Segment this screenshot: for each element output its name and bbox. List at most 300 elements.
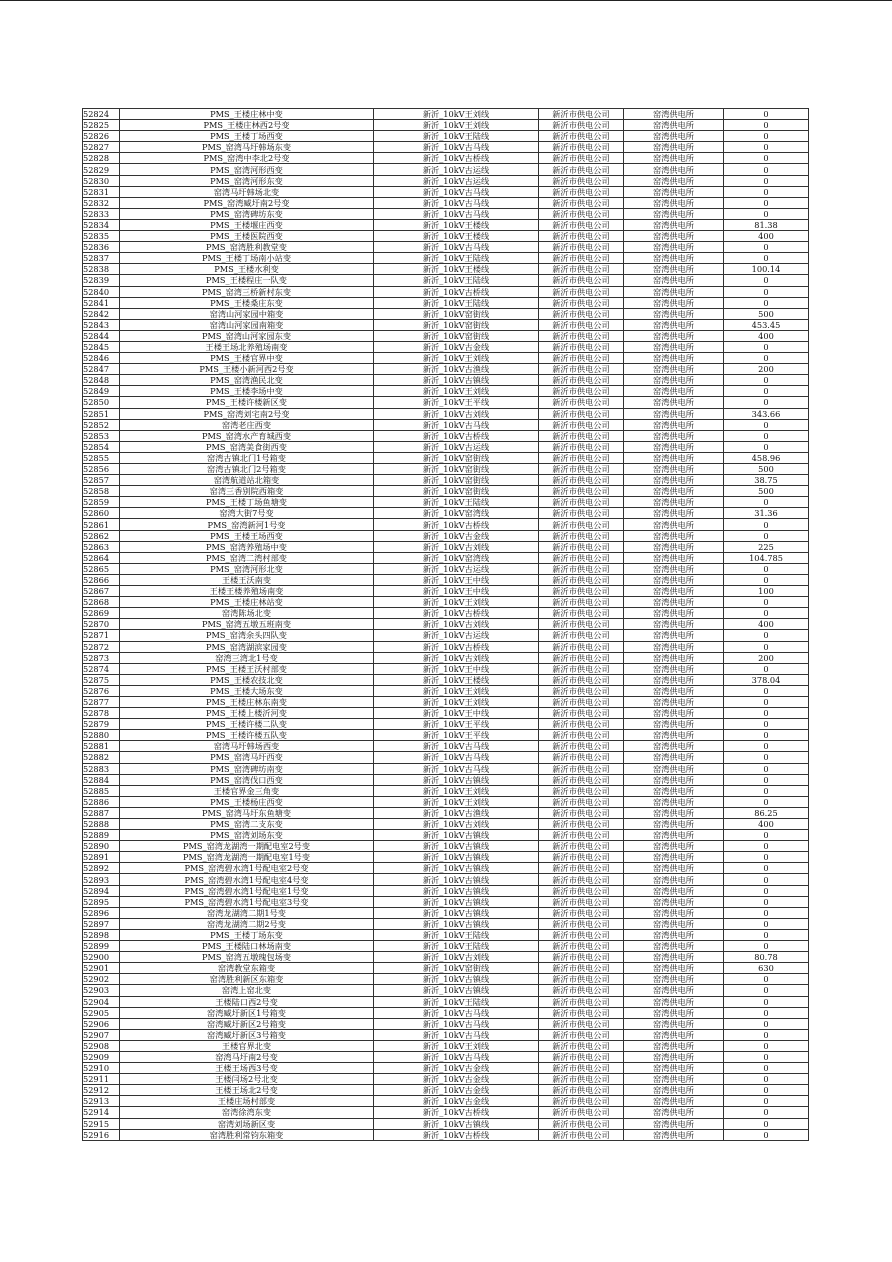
feeder-line-cell: 新沂_10kV窑湾线 bbox=[374, 508, 539, 519]
transformer-name-cell: PMS_窑湾马圩韩场东变 bbox=[120, 142, 374, 153]
company-cell: 新沂市供电公司 bbox=[539, 1040, 624, 1051]
feeder-line-cell: 新沂_10kV古桥线 bbox=[374, 153, 539, 164]
station-cell: 窑湾供电所 bbox=[624, 375, 724, 386]
table-row bbox=[83, 253, 809, 264]
station-cell: 窑湾供电所 bbox=[624, 586, 724, 597]
table-row bbox=[83, 574, 809, 585]
station-cell: 窑湾供电所 bbox=[624, 208, 724, 219]
company-cell: 新沂市供电公司 bbox=[539, 807, 624, 818]
table-row bbox=[83, 364, 809, 375]
transformer-name-cell: 窑湾山河家园南箱变 bbox=[120, 319, 374, 330]
feeder-line-cell: 新沂_10kV古镇线 bbox=[374, 974, 539, 985]
row-id-cell: 52910 bbox=[83, 1063, 120, 1074]
transformer-name-cell: PMS_窑湾二湾村部变 bbox=[120, 552, 374, 563]
row-id-cell: 52895 bbox=[83, 896, 120, 907]
feeder-line-cell: 新沂_10kV古镇线 bbox=[374, 863, 539, 874]
feeder-line-cell: 新沂_10kV古金线 bbox=[374, 1074, 539, 1085]
table-row bbox=[83, 896, 809, 907]
station-cell: 窑湾供电所 bbox=[624, 286, 724, 297]
table-row bbox=[83, 519, 809, 530]
company-cell: 新沂市供电公司 bbox=[539, 1096, 624, 1107]
row-id-cell: 52870 bbox=[83, 619, 120, 630]
station-cell: 窑湾供电所 bbox=[624, 330, 724, 341]
transformer-name-cell: 窑湾马圩南2号变 bbox=[120, 1051, 374, 1062]
row-id-cell: 52886 bbox=[83, 796, 120, 807]
table-row bbox=[83, 186, 809, 197]
company-cell: 新沂市供电公司 bbox=[539, 1063, 624, 1074]
transformer-name-cell: 窑湾臧圩新区3号箱变 bbox=[120, 1029, 374, 1040]
feeder-line-cell: 新沂_10kV窑湾线 bbox=[374, 552, 539, 563]
value-cell: 0 bbox=[724, 852, 809, 863]
station-cell: 窑湾供电所 bbox=[624, 574, 724, 585]
value-cell: 31.36 bbox=[724, 508, 809, 519]
station-cell: 窑湾供电所 bbox=[624, 1029, 724, 1040]
feeder-line-cell: 新沂_10kV古镇线 bbox=[374, 985, 539, 996]
transformer-name-cell: PMS_王楼堰庄西变 bbox=[120, 219, 374, 230]
transformer-name-cell: PMS_王楼程庄一队变 bbox=[120, 275, 374, 286]
company-cell: 新沂市供电公司 bbox=[539, 242, 624, 253]
table-row bbox=[83, 708, 809, 719]
transformer-name-cell: PMS_王楼陆口林场南变 bbox=[120, 941, 374, 952]
feeder-line-cell: 新沂_10kV王楼线 bbox=[374, 264, 539, 275]
value-cell: 0 bbox=[724, 785, 809, 796]
table-row bbox=[83, 696, 809, 707]
row-id-cell: 52883 bbox=[83, 763, 120, 774]
transformer-name-cell: PMS_窑湾碧水湾1号配电室4号变 bbox=[120, 874, 374, 885]
feeder-line-cell: 新沂_10kV古镇线 bbox=[374, 375, 539, 386]
value-cell: 0 bbox=[724, 708, 809, 719]
company-cell: 新沂市供电公司 bbox=[539, 253, 624, 264]
feeder-line-cell: 新沂_10kV王陆线 bbox=[374, 131, 539, 142]
row-id-cell: 52878 bbox=[83, 708, 120, 719]
transformer-name-cell: PMS_窑湾碑坊南变 bbox=[120, 763, 374, 774]
station-cell: 窑湾供电所 bbox=[624, 430, 724, 441]
station-cell: 窑湾供电所 bbox=[624, 319, 724, 330]
row-id-cell: 52864 bbox=[83, 552, 120, 563]
company-cell: 新沂市供电公司 bbox=[539, 730, 624, 741]
value-cell: 0 bbox=[724, 519, 809, 530]
station-cell: 窑湾供电所 bbox=[624, 752, 724, 763]
station-cell: 窑湾供电所 bbox=[624, 120, 724, 131]
company-cell: 新沂市供电公司 bbox=[539, 685, 624, 696]
row-id-cell: 52877 bbox=[83, 696, 120, 707]
page-top-border bbox=[0, 0, 892, 1]
value-cell: 0 bbox=[724, 841, 809, 852]
company-cell: 新沂市供电公司 bbox=[539, 974, 624, 985]
row-id-cell: 52909 bbox=[83, 1051, 120, 1062]
station-cell: 窑湾供电所 bbox=[624, 685, 724, 696]
transformer-name-cell: 窑湾古镇北门2号箱变 bbox=[120, 464, 374, 475]
table-row bbox=[83, 464, 809, 475]
table-row bbox=[83, 142, 809, 153]
feeder-line-cell: 新沂_10kV古桥线 bbox=[374, 608, 539, 619]
feeder-line-cell: 新沂_10kV古马线 bbox=[374, 1007, 539, 1018]
feeder-line-cell: 新沂_10kV古马线 bbox=[374, 242, 539, 253]
table-row bbox=[83, 452, 809, 463]
feeder-line-cell: 新沂_10kV古镇线 bbox=[374, 830, 539, 841]
station-cell: 窑湾供电所 bbox=[624, 652, 724, 663]
value-cell: 0 bbox=[724, 685, 809, 696]
value-cell: 0 bbox=[724, 286, 809, 297]
station-cell: 窑湾供电所 bbox=[624, 153, 724, 164]
table-row bbox=[83, 120, 809, 131]
value-cell: 0 bbox=[724, 885, 809, 896]
value-cell: 0 bbox=[724, 863, 809, 874]
transformer-name-cell: 窑湾臧圩新区2号箱变 bbox=[120, 1018, 374, 1029]
station-cell: 窑湾供电所 bbox=[624, 852, 724, 863]
company-cell: 新沂市供电公司 bbox=[539, 741, 624, 752]
row-id-cell: 52875 bbox=[83, 674, 120, 685]
station-cell: 窑湾供电所 bbox=[624, 641, 724, 652]
station-cell: 窑湾供电所 bbox=[624, 952, 724, 963]
feeder-line-cell: 新沂_10kV古马线 bbox=[374, 142, 539, 153]
company-cell: 新沂市供电公司 bbox=[539, 552, 624, 563]
value-cell: 200 bbox=[724, 364, 809, 375]
company-cell: 新沂市供电公司 bbox=[539, 142, 624, 153]
row-id-cell: 52847 bbox=[83, 364, 120, 375]
station-cell: 窑湾供电所 bbox=[624, 863, 724, 874]
feeder-line-cell: 新沂_10kV王中线 bbox=[374, 574, 539, 585]
table-row bbox=[83, 441, 809, 452]
company-cell: 新沂市供电公司 bbox=[539, 929, 624, 940]
company-cell: 新沂市供电公司 bbox=[539, 1029, 624, 1040]
station-cell: 窑湾供电所 bbox=[624, 175, 724, 186]
company-cell: 新沂市供电公司 bbox=[539, 1007, 624, 1018]
station-cell: 窑湾供电所 bbox=[624, 963, 724, 974]
transformer-name-cell: PMS_窑湾三桥新村东变 bbox=[120, 286, 374, 297]
table-row bbox=[83, 1107, 809, 1118]
station-cell: 窑湾供电所 bbox=[624, 541, 724, 552]
company-cell: 新沂市供电公司 bbox=[539, 397, 624, 408]
feeder-line-cell: 新沂_10kV王刘线 bbox=[374, 597, 539, 608]
company-cell: 新沂市供电公司 bbox=[539, 308, 624, 319]
feeder-line-cell: 新沂_10kV古桥线 bbox=[374, 430, 539, 441]
company-cell: 新沂市供电公司 bbox=[539, 541, 624, 552]
value-cell: 0 bbox=[724, 630, 809, 641]
transformer-name-cell: 窑湾徐湾东变 bbox=[120, 1107, 374, 1118]
table-row bbox=[83, 941, 809, 952]
table-row bbox=[83, 685, 809, 696]
company-cell: 新沂市供电公司 bbox=[539, 719, 624, 730]
feeder-line-cell: 新沂_10kV古镇线 bbox=[374, 1118, 539, 1129]
station-cell: 窑湾供电所 bbox=[624, 197, 724, 208]
value-cell: 0 bbox=[724, 186, 809, 197]
transformer-name-cell: PMS_窑湾河形北变 bbox=[120, 563, 374, 574]
station-cell: 窑湾供电所 bbox=[624, 464, 724, 475]
value-cell: 0 bbox=[724, 497, 809, 508]
feeder-line-cell: 新沂_10kV王平线 bbox=[374, 719, 539, 730]
value-cell: 0 bbox=[724, 696, 809, 707]
transformer-name-cell: 窑湾教堂东箱变 bbox=[120, 963, 374, 974]
value-cell: 0 bbox=[724, 1107, 809, 1118]
row-id-cell: 52905 bbox=[83, 1007, 120, 1018]
feeder-line-cell: 新沂_10kV古运线 bbox=[374, 175, 539, 186]
feeder-line-cell: 新沂_10kV古桥线 bbox=[374, 641, 539, 652]
value-cell: 0 bbox=[724, 1074, 809, 1085]
row-id-cell: 52903 bbox=[83, 985, 120, 996]
row-id-cell: 52853 bbox=[83, 430, 120, 441]
company-cell: 新沂市供电公司 bbox=[539, 452, 624, 463]
company-cell: 新沂市供电公司 bbox=[539, 641, 624, 652]
company-cell: 新沂市供电公司 bbox=[539, 353, 624, 364]
value-cell: 0 bbox=[724, 131, 809, 142]
transformer-name-cell: PMS_窑湾马圩东鱼塘变 bbox=[120, 807, 374, 818]
feeder-line-cell: 新沂_10kV古运线 bbox=[374, 441, 539, 452]
table-row bbox=[83, 386, 809, 397]
feeder-line-cell: 新沂_10kV古桥线 bbox=[374, 1107, 539, 1118]
row-id-cell: 52851 bbox=[83, 408, 120, 419]
transformer-name-cell: 窑湾龙湖湾二期2号变 bbox=[120, 918, 374, 929]
station-cell: 窑湾供电所 bbox=[624, 974, 724, 985]
company-cell: 新沂市供电公司 bbox=[539, 574, 624, 585]
station-cell: 窑湾供电所 bbox=[624, 530, 724, 541]
transformer-name-cell: PMS_王楼桑庄东变 bbox=[120, 297, 374, 308]
row-id-cell: 52908 bbox=[83, 1040, 120, 1051]
transformer-name-cell: PMS_王楼许楼新区变 bbox=[120, 397, 374, 408]
value-cell: 0 bbox=[724, 153, 809, 164]
value-cell: 0 bbox=[724, 386, 809, 397]
row-id-cell: 52837 bbox=[83, 253, 120, 264]
feeder-line-cell: 新沂_10kV古刘线 bbox=[374, 408, 539, 419]
row-id-cell: 52876 bbox=[83, 685, 120, 696]
table-row bbox=[83, 852, 809, 863]
transformer-name-cell: PMS_王楼许楼二队变 bbox=[120, 719, 374, 730]
value-cell: 0 bbox=[724, 896, 809, 907]
value-cell: 0 bbox=[724, 929, 809, 940]
feeder-line-cell: 新沂_10kV王陆线 bbox=[374, 297, 539, 308]
feeder-line-cell: 新沂_10kV古金线 bbox=[374, 1063, 539, 1074]
table-row bbox=[83, 586, 809, 597]
transformer-name-cell: PMS_窑湾余头四队变 bbox=[120, 630, 374, 641]
station-cell: 窑湾供电所 bbox=[624, 563, 724, 574]
value-cell: 0 bbox=[724, 1051, 809, 1062]
company-cell: 新沂市供电公司 bbox=[539, 441, 624, 452]
table-row bbox=[83, 763, 809, 774]
table-row bbox=[83, 985, 809, 996]
row-id-cell: 52865 bbox=[83, 563, 120, 574]
station-cell: 窑湾供电所 bbox=[624, 896, 724, 907]
transformer-name-cell: PMS_王楼丁场西变 bbox=[120, 131, 374, 142]
feeder-line-cell: 新沂_10kV古渔线 bbox=[374, 364, 539, 375]
feeder-line-cell: 新沂_10kV王刘线 bbox=[374, 796, 539, 807]
value-cell: 0 bbox=[724, 109, 809, 120]
station-cell: 窑湾供电所 bbox=[624, 941, 724, 952]
station-cell: 窑湾供电所 bbox=[624, 441, 724, 452]
transformer-name-cell: 窑湾三香别院西箱变 bbox=[120, 486, 374, 497]
value-cell: 400 bbox=[724, 330, 809, 341]
company-cell: 新沂市供电公司 bbox=[539, 386, 624, 397]
transformer-name-cell: 窑湾胜利常钧东箱变 bbox=[120, 1129, 374, 1140]
station-cell: 窑湾供电所 bbox=[624, 674, 724, 685]
value-cell: 0 bbox=[724, 563, 809, 574]
transformer-name-cell: PMS_窑湾马圩西变 bbox=[120, 752, 374, 763]
table-row bbox=[83, 663, 809, 674]
company-cell: 新沂市供电公司 bbox=[539, 918, 624, 929]
value-cell: 104.785 bbox=[724, 552, 809, 563]
table-row bbox=[83, 730, 809, 741]
row-id-cell: 52906 bbox=[83, 1018, 120, 1029]
company-cell: 新沂市供电公司 bbox=[539, 941, 624, 952]
value-cell: 0 bbox=[724, 1029, 809, 1040]
station-cell: 窑湾供电所 bbox=[624, 1074, 724, 1085]
station-cell: 窑湾供电所 bbox=[624, 597, 724, 608]
table-row bbox=[83, 1040, 809, 1051]
feeder-line-cell: 新沂_10kV古刘线 bbox=[374, 652, 539, 663]
station-cell: 窑湾供电所 bbox=[624, 475, 724, 486]
row-id-cell: 52902 bbox=[83, 974, 120, 985]
feeder-line-cell: 新沂_10kV古金线 bbox=[374, 1096, 539, 1107]
transformer-name-cell: PMS_窑湾碧水湾1号配电室1号变 bbox=[120, 885, 374, 896]
table-row bbox=[83, 275, 809, 286]
company-cell: 新沂市供电公司 bbox=[539, 464, 624, 475]
feeder-line-cell: 新沂_10kV王刘线 bbox=[374, 386, 539, 397]
table-row bbox=[83, 752, 809, 763]
feeder-line-cell: 新沂_10kV古金线 bbox=[374, 341, 539, 352]
table-row bbox=[83, 197, 809, 208]
transformer-name-cell: PMS_王楼庄林西2号变 bbox=[120, 120, 374, 131]
transformer-name-cell: PMS_窑湾五墩瑰包场变 bbox=[120, 952, 374, 963]
station-cell: 窑湾供电所 bbox=[624, 719, 724, 730]
feeder-line-cell: 新沂_10kV古金线 bbox=[374, 530, 539, 541]
station-cell: 窑湾供电所 bbox=[624, 874, 724, 885]
company-cell: 新沂市供电公司 bbox=[539, 508, 624, 519]
transformer-name-cell: PMS_窑湾美食街西变 bbox=[120, 441, 374, 452]
station-cell: 窑湾供电所 bbox=[624, 219, 724, 230]
feeder-line-cell: 新沂_10kV王陆线 bbox=[374, 996, 539, 1007]
transformer-name-cell: 王楼陆口西2号变 bbox=[120, 996, 374, 1007]
value-cell: 0 bbox=[724, 353, 809, 364]
transformer-name-cell: 王楼官界金三角变 bbox=[120, 785, 374, 796]
company-cell: 新沂市供电公司 bbox=[539, 286, 624, 297]
value-cell: 0 bbox=[724, 597, 809, 608]
transformer-name-cell: PMS_王楼许楼五队变 bbox=[120, 730, 374, 741]
station-cell: 窑湾供电所 bbox=[624, 929, 724, 940]
feeder-line-cell: 新沂_10kV王平线 bbox=[374, 397, 539, 408]
row-id-cell: 52844 bbox=[83, 330, 120, 341]
row-id-cell: 52834 bbox=[83, 219, 120, 230]
feeder-line-cell: 新沂_10kV窑街线 bbox=[374, 319, 539, 330]
row-id-cell: 52852 bbox=[83, 419, 120, 430]
station-cell: 窑湾供电所 bbox=[624, 264, 724, 275]
station-cell: 窑湾供电所 bbox=[624, 630, 724, 641]
company-cell: 新沂市供电公司 bbox=[539, 186, 624, 197]
feeder-line-cell: 新沂_10kV古镇线 bbox=[374, 885, 539, 896]
station-cell: 窑湾供电所 bbox=[624, 1051, 724, 1062]
station-cell: 窑湾供电所 bbox=[624, 796, 724, 807]
company-cell: 新沂市供电公司 bbox=[539, 763, 624, 774]
table-row bbox=[83, 497, 809, 508]
value-cell: 0 bbox=[724, 375, 809, 386]
value-cell: 400 bbox=[724, 619, 809, 630]
station-cell: 窑湾供电所 bbox=[624, 552, 724, 563]
station-cell: 窑湾供电所 bbox=[624, 508, 724, 519]
value-cell: 0 bbox=[724, 297, 809, 308]
company-cell: 新沂市供电公司 bbox=[539, 475, 624, 486]
row-id-cell: 52830 bbox=[83, 175, 120, 186]
feeder-line-cell: 新沂_10kV古渔线 bbox=[374, 807, 539, 818]
company-cell: 新沂市供电公司 bbox=[539, 1118, 624, 1129]
table-row bbox=[83, 785, 809, 796]
station-cell: 窑湾供电所 bbox=[624, 386, 724, 397]
feeder-line-cell: 新沂_10kV古马线 bbox=[374, 763, 539, 774]
transformer-name-cell: 窑湾陈场北变 bbox=[120, 608, 374, 619]
station-cell: 窑湾供电所 bbox=[624, 830, 724, 841]
row-id-cell: 52866 bbox=[83, 574, 120, 585]
feeder-line-cell: 新沂_10kV古刘线 bbox=[374, 819, 539, 830]
company-cell: 新沂市供电公司 bbox=[539, 863, 624, 874]
value-cell: 0 bbox=[724, 941, 809, 952]
transformer-name-cell: PMS_王楼上楼沂河变 bbox=[120, 708, 374, 719]
row-id-cell: 52891 bbox=[83, 852, 120, 863]
value-cell: 0 bbox=[724, 974, 809, 985]
value-cell: 343.66 bbox=[724, 408, 809, 419]
feeder-line-cell: 新沂_10kV古运线 bbox=[374, 164, 539, 175]
company-cell: 新沂市供电公司 bbox=[539, 319, 624, 330]
feeder-line-cell: 新沂_10kV古马线 bbox=[374, 1029, 539, 1040]
transformer-name-cell: PMS_窑湾河形东变 bbox=[120, 175, 374, 186]
company-cell: 新沂市供电公司 bbox=[539, 752, 624, 763]
table-row bbox=[83, 264, 809, 275]
station-cell: 窑湾供电所 bbox=[624, 142, 724, 153]
row-id-cell: 52898 bbox=[83, 929, 120, 940]
company-cell: 新沂市供电公司 bbox=[539, 530, 624, 541]
transformer-name-cell: 窑湾上窑北变 bbox=[120, 985, 374, 996]
row-id-cell: 52889 bbox=[83, 830, 120, 841]
station-cell: 窑湾供电所 bbox=[624, 419, 724, 430]
value-cell: 0 bbox=[724, 341, 809, 352]
table-row bbox=[83, 231, 809, 242]
feeder-line-cell: 新沂_10kV王楼线 bbox=[374, 231, 539, 242]
value-cell: 0 bbox=[724, 574, 809, 585]
table-row bbox=[83, 874, 809, 885]
feeder-line-cell: 新沂_10kV王楼线 bbox=[374, 674, 539, 685]
transformer-name-cell: PMS_窑湾刘场东变 bbox=[120, 830, 374, 841]
table-row bbox=[83, 819, 809, 830]
transformer-name-cell: PMS_王楼农技北变 bbox=[120, 674, 374, 685]
station-cell: 窑湾供电所 bbox=[624, 253, 724, 264]
transformer-name-cell: 王楼王场西3号变 bbox=[120, 1063, 374, 1074]
station-cell: 窑湾供电所 bbox=[624, 497, 724, 508]
company-cell: 新沂市供电公司 bbox=[539, 430, 624, 441]
value-cell: 0 bbox=[724, 441, 809, 452]
table-row bbox=[83, 419, 809, 430]
table-row bbox=[83, 830, 809, 841]
table-row bbox=[83, 242, 809, 253]
company-cell: 新沂市供电公司 bbox=[539, 608, 624, 619]
feeder-line-cell: 新沂_10kV古马线 bbox=[374, 752, 539, 763]
transformer-name-cell: 窑湾胜利新区东箱变 bbox=[120, 974, 374, 985]
table-row bbox=[83, 796, 809, 807]
company-cell: 新沂市供电公司 bbox=[539, 519, 624, 530]
table-row bbox=[83, 308, 809, 319]
company-cell: 新沂市供电公司 bbox=[539, 120, 624, 131]
table-row bbox=[83, 597, 809, 608]
transformer-name-cell: PMS_王楼官界中变 bbox=[120, 353, 374, 364]
company-cell: 新沂市供电公司 bbox=[539, 774, 624, 785]
row-id-cell: 52863 bbox=[83, 541, 120, 552]
table-row bbox=[83, 719, 809, 730]
company-cell: 新沂市供电公司 bbox=[539, 231, 624, 242]
row-id-cell: 52897 bbox=[83, 918, 120, 929]
row-id-cell: 52872 bbox=[83, 641, 120, 652]
company-cell: 新沂市供电公司 bbox=[539, 952, 624, 963]
feeder-line-cell: 新沂_10kV王刘线 bbox=[374, 1040, 539, 1051]
company-cell: 新沂市供电公司 bbox=[539, 208, 624, 219]
feeder-line-cell: 新沂_10kV王楼线 bbox=[374, 219, 539, 230]
transformer-name-cell: 王楼官界北变 bbox=[120, 1040, 374, 1051]
table-row bbox=[83, 430, 809, 441]
row-id-cell: 52873 bbox=[83, 652, 120, 663]
